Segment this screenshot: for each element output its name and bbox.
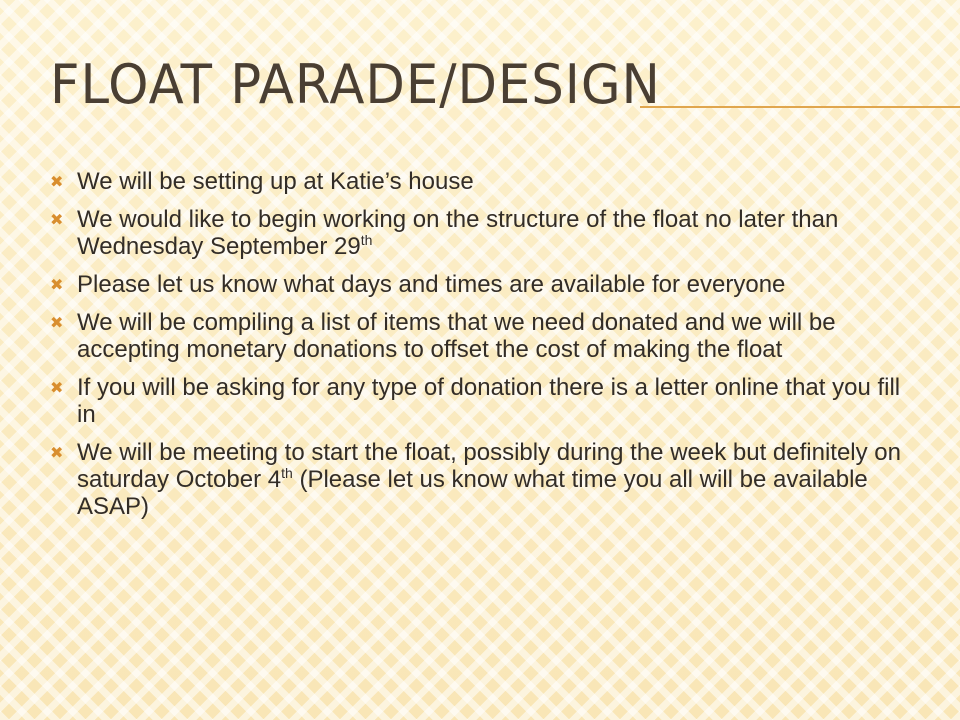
bullet-text-continued: (Please let us know what time you all will be available ASAP) [77, 466, 868, 520]
x-mark-icon: ✖ [50, 315, 64, 332]
slide-title: FLOAT PARADE/DESIGN [50, 53, 661, 116]
bullet-text: If you will be asking for any type of donation there is a letter online that you fill in [77, 374, 901, 428]
x-mark-icon: ✖ [50, 212, 64, 229]
x-mark-icon: ✖ [50, 277, 64, 294]
bullet-item [50, 168, 910, 195]
bullet-text: We will be compiling a list of items that we need donated and we will be accepting monetary donations to offset the cost of making the float [77, 309, 836, 363]
bullet-item [50, 206, 910, 260]
bullet-text: We will be meeting to start the float, possibly during the week but definitely on saturday October 4 [77, 439, 902, 493]
x-mark-icon: ✖ [50, 380, 64, 397]
bullet-text: Please let us know what days and times are available for everyone [77, 271, 786, 298]
bullet-text: We will be setting up at Katie’s house [77, 168, 474, 195]
bullet-list [50, 168, 910, 531]
x-mark-icon: ✖ [50, 445, 64, 462]
bullet-item [50, 309, 910, 363]
bullet-text: We would like to begin working on the structure of the float no later than Wednesday September 29 [77, 206, 839, 260]
bullet-item [50, 271, 910, 298]
title-underline [640, 106, 960, 108]
ordinal-suffix: th [360, 232, 373, 248]
bullet-item [50, 439, 910, 520]
x-mark-icon: ✖ [50, 174, 64, 191]
ordinal-suffix: th [281, 465, 293, 481]
bullet-item [50, 374, 910, 428]
